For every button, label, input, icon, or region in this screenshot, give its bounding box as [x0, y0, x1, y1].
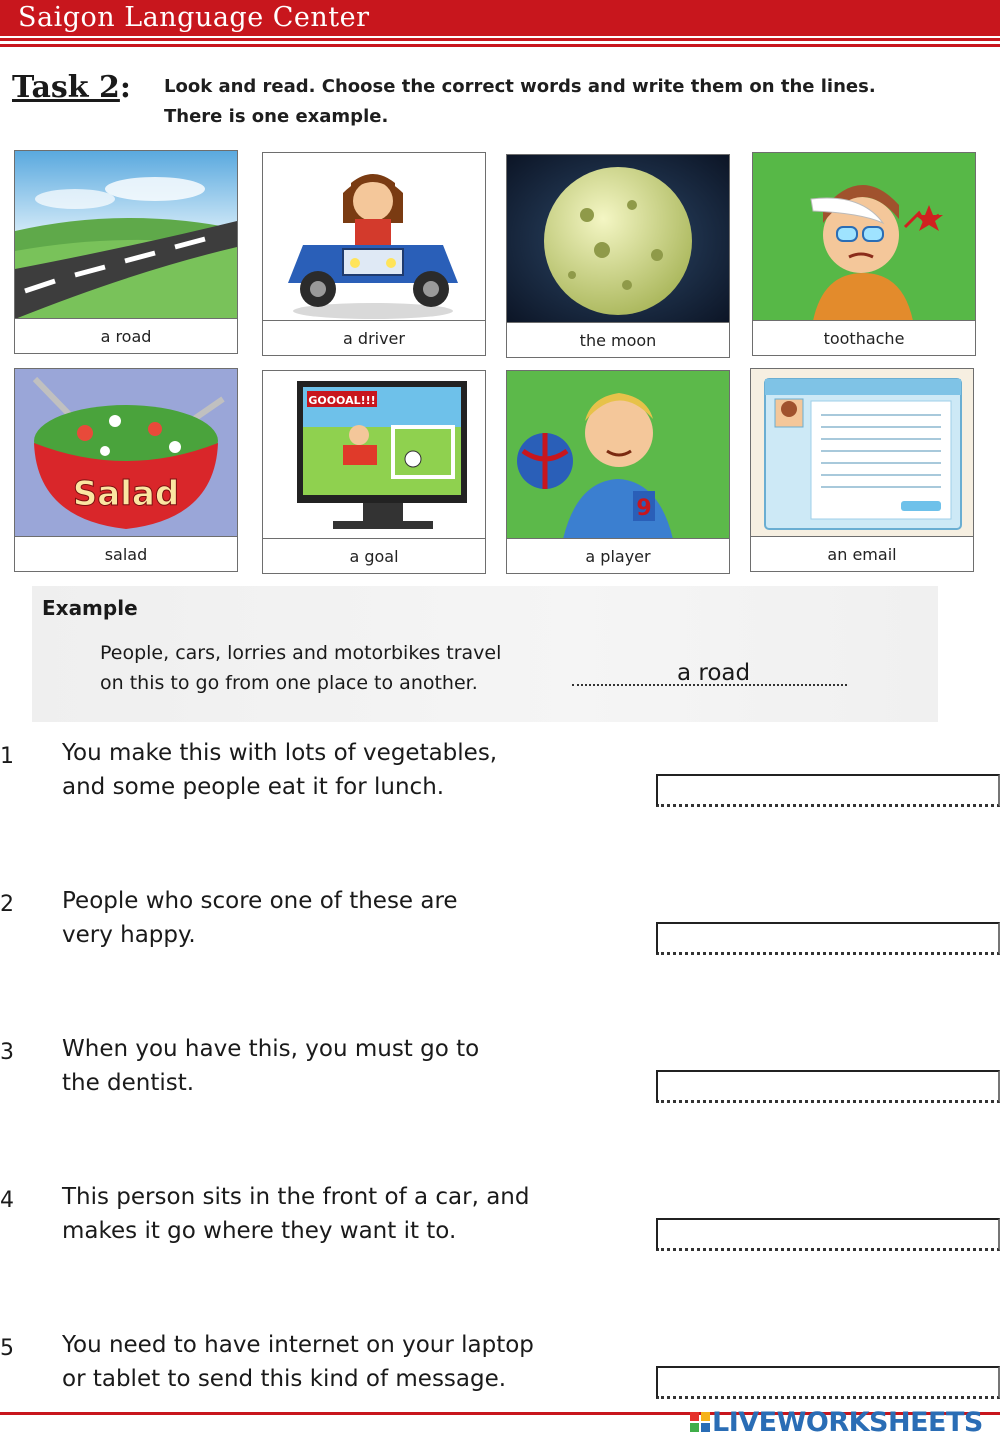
question-4-number: 4 — [0, 1188, 14, 1213]
picture-card-goal — [262, 370, 486, 574]
header-title: Saigon Language Center — [18, 2, 370, 33]
picture-card-salad — [14, 368, 238, 572]
goal-image — [263, 371, 485, 539]
example-title: Example — [42, 596, 138, 620]
task-number: Task 2 — [12, 70, 120, 105]
logo-text: LIVEWORKSHEETS — [712, 1406, 983, 1438]
player-shirt-number: 9 — [636, 496, 652, 521]
picture-card-driver — [262, 152, 486, 356]
question-5-number: 5 — [0, 1336, 14, 1361]
question-4-line-1: This person sits in the front of a car, and — [62, 1184, 530, 1210]
question-3-answer-input[interactable] — [656, 1070, 1000, 1103]
caption-player: a player — [507, 538, 729, 573]
question-3-line-2: the dentist. — [62, 1070, 195, 1096]
email-image — [751, 369, 973, 537]
question-4-answer-input[interactable] — [656, 1218, 1000, 1251]
picture-card-player — [506, 370, 730, 574]
player-image — [507, 371, 729, 539]
example-line-2: on this to go from one place to another. — [100, 672, 478, 694]
question-5-line-2: or tablet to send this kind of message. — [62, 1366, 507, 1392]
header-bar — [0, 0, 1000, 36]
question-5-line-1: You need to have internet on your laptop — [62, 1332, 534, 1358]
picture-card-email — [750, 368, 974, 572]
logo-grid-icon — [690, 1412, 710, 1432]
picture-card-toothache — [752, 152, 976, 356]
picture-card-road — [14, 150, 238, 354]
example-answer: a road — [677, 660, 751, 686]
task-colon: : — [119, 70, 131, 105]
question-2-answer-input[interactable] — [656, 922, 1000, 955]
question-2-number: 2 — [0, 892, 14, 917]
caption-email: an email — [751, 536, 973, 571]
instruction-line-2: There is one example. — [164, 106, 389, 127]
question-2-line-2: very happy. — [62, 922, 196, 948]
header-divider-2 — [0, 44, 1000, 47]
caption-goal: a goal — [263, 538, 485, 573]
question-1-line-1: You make this with lots of vegetables, — [62, 740, 498, 766]
toothache-image — [753, 153, 975, 321]
caption-salad: salad — [15, 536, 237, 571]
goal-tv-text: GOOOAL!!! — [308, 394, 376, 407]
moon-image — [507, 155, 729, 323]
caption-driver: a driver — [263, 320, 485, 355]
picture-card-moon — [506, 154, 730, 358]
driver-image — [263, 153, 485, 321]
question-3-line-1: When you have this, you must go to — [62, 1036, 480, 1062]
question-1-answer-input[interactable] — [656, 774, 1000, 807]
caption-toothache: toothache — [753, 320, 975, 355]
road-image — [15, 151, 237, 319]
liveworksheets-logo[interactable] — [690, 1405, 983, 1439]
instruction-line-1: Look and read. Choose the correct words and write them on the lines. — [164, 76, 876, 97]
salad-image — [15, 369, 237, 537]
question-1-line-2: and some people eat it for lunch. — [62, 774, 445, 800]
question-1-number: 1 — [0, 744, 14, 769]
example-line-1: People, cars, lorries and motorbikes travel — [100, 642, 502, 664]
question-3-number: 3 — [0, 1040, 14, 1065]
task-label — [12, 70, 131, 105]
caption-road: a road — [15, 318, 237, 353]
example-box — [32, 586, 938, 722]
question-4-line-2: makes it go where they want it to. — [62, 1218, 457, 1244]
question-5-answer-input[interactable] — [656, 1366, 1000, 1399]
caption-moon: the moon — [507, 322, 729, 357]
question-2-line-1: People who score one of these are — [62, 888, 458, 914]
header-divider — [0, 38, 1000, 41]
salad-bowl-text: Salad — [72, 474, 180, 514]
